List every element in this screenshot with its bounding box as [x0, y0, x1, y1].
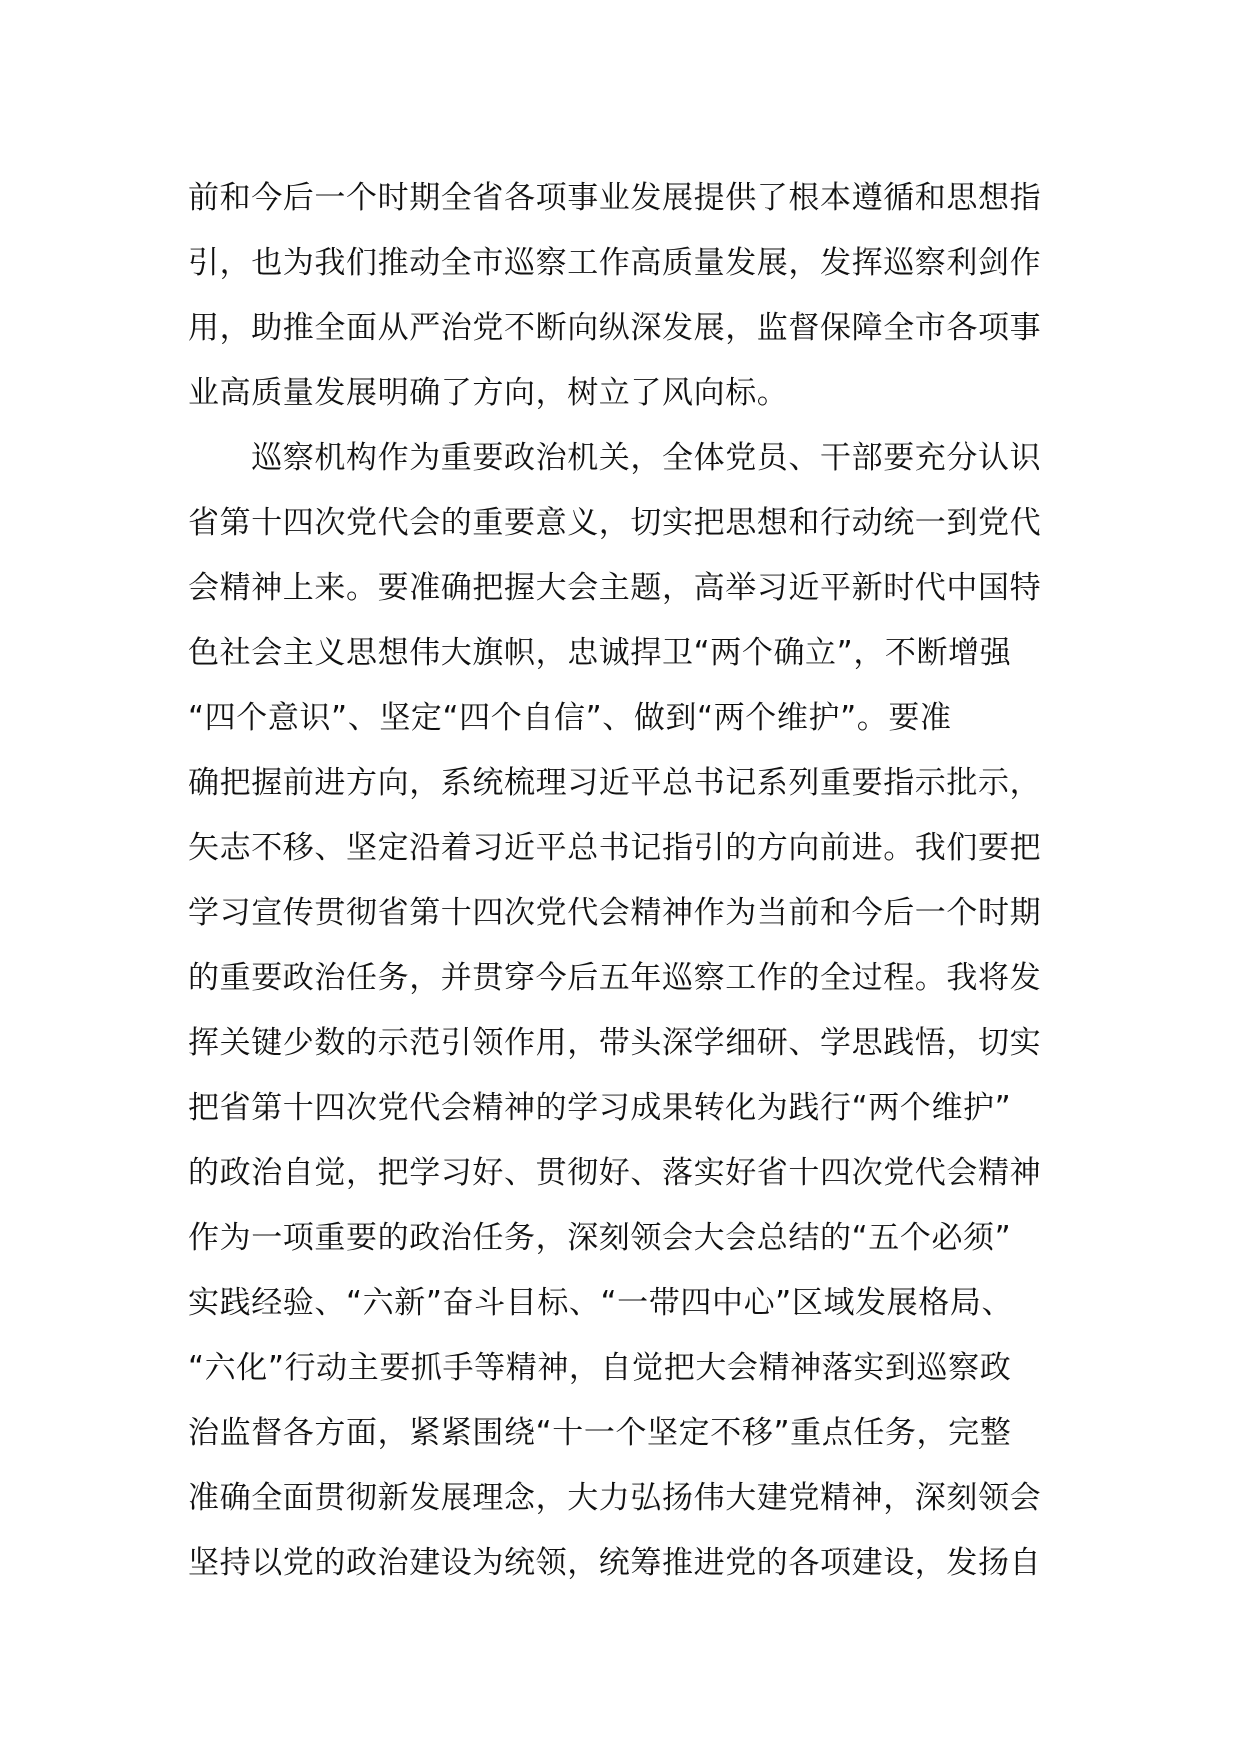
text-line: 作为一项重要的政治任务，深刻领会大会总结的“五个必须” [188, 1220, 1012, 1256]
text-line: 实践经验、“六新”奋斗目标、“一带四中心”区域发展格局、 [188, 1285, 1014, 1321]
text-line: 色社会主义思想伟大旗帜，忠诚捍卫“两个确立”，不断增强 [188, 635, 1012, 671]
text-line: 把省第十四次党代会精神的学习成果转化为践行“两个维护” [188, 1090, 1012, 1126]
text-line: 坚持以党的政治建设为统领，统筹推进党的各项建设，发扬自 [188, 1545, 1042, 1581]
text-line: 的政治自觉，把学习好、贯彻好、落实好省十四次党代会精神 [188, 1155, 1042, 1191]
text-line: 用，助推全面从严治党不断向纵深发展，监督保障全市各项事 [188, 310, 1042, 346]
text-line: 治监督各方面，紧紧围绕“十一个坚定不移”重点任务，完整 [188, 1415, 1012, 1451]
text-line: 会精神上来。要准确把握大会主题，高举习近平新时代中国特 [188, 570, 1042, 606]
text-line: 学习宣传贯彻省第十四次党代会精神作为当前和今后一个时期 [188, 895, 1042, 931]
text-line: 引，也为我们推动全市巡察工作高质量发展，发挥巡察利剑作 [188, 245, 1042, 281]
text-line: 业高质量发展明确了方向，树立了风向标。 [188, 375, 789, 411]
text-line: “四个意识”、坚定“四个自信”、做到“两个维护”。要准 [188, 700, 952, 736]
paragraph-start-line: 巡察机构作为重要政治机关，全体党员、干部要充分认识 [188, 440, 1042, 476]
text-line: 准确全面贯彻新发展理念，大力弘扬伟大建党精神，深刻领会 [188, 1480, 1042, 1516]
text-line: 确把握前进方向，系统梳理习近平总书记系列重要指示批示， [188, 765, 1042, 801]
text-line: 矢志不移、坚定沿着习近平总书记指引的方向前进。我们要把 [188, 830, 1042, 866]
text-line: 前和今后一个时期全省各项事业发展提供了根本遵循和思想指 [188, 180, 1042, 216]
text-line: 挥关键少数的示范引领作用，带头深学细研、学思践悟，切实 [188, 1025, 1042, 1061]
text-line: 的重要政治任务，并贯穿今后五年巡察工作的全过程。我将发 [188, 960, 1042, 996]
body-text [188, 166, 1088, 1596]
text-line: “六化”行动主要抓手等精神，自觉把大会精神落实到巡察政 [188, 1350, 1012, 1386]
text-line: 省第十四次党代会的重要意义，切实把思想和行动统一到党代 [188, 505, 1042, 541]
